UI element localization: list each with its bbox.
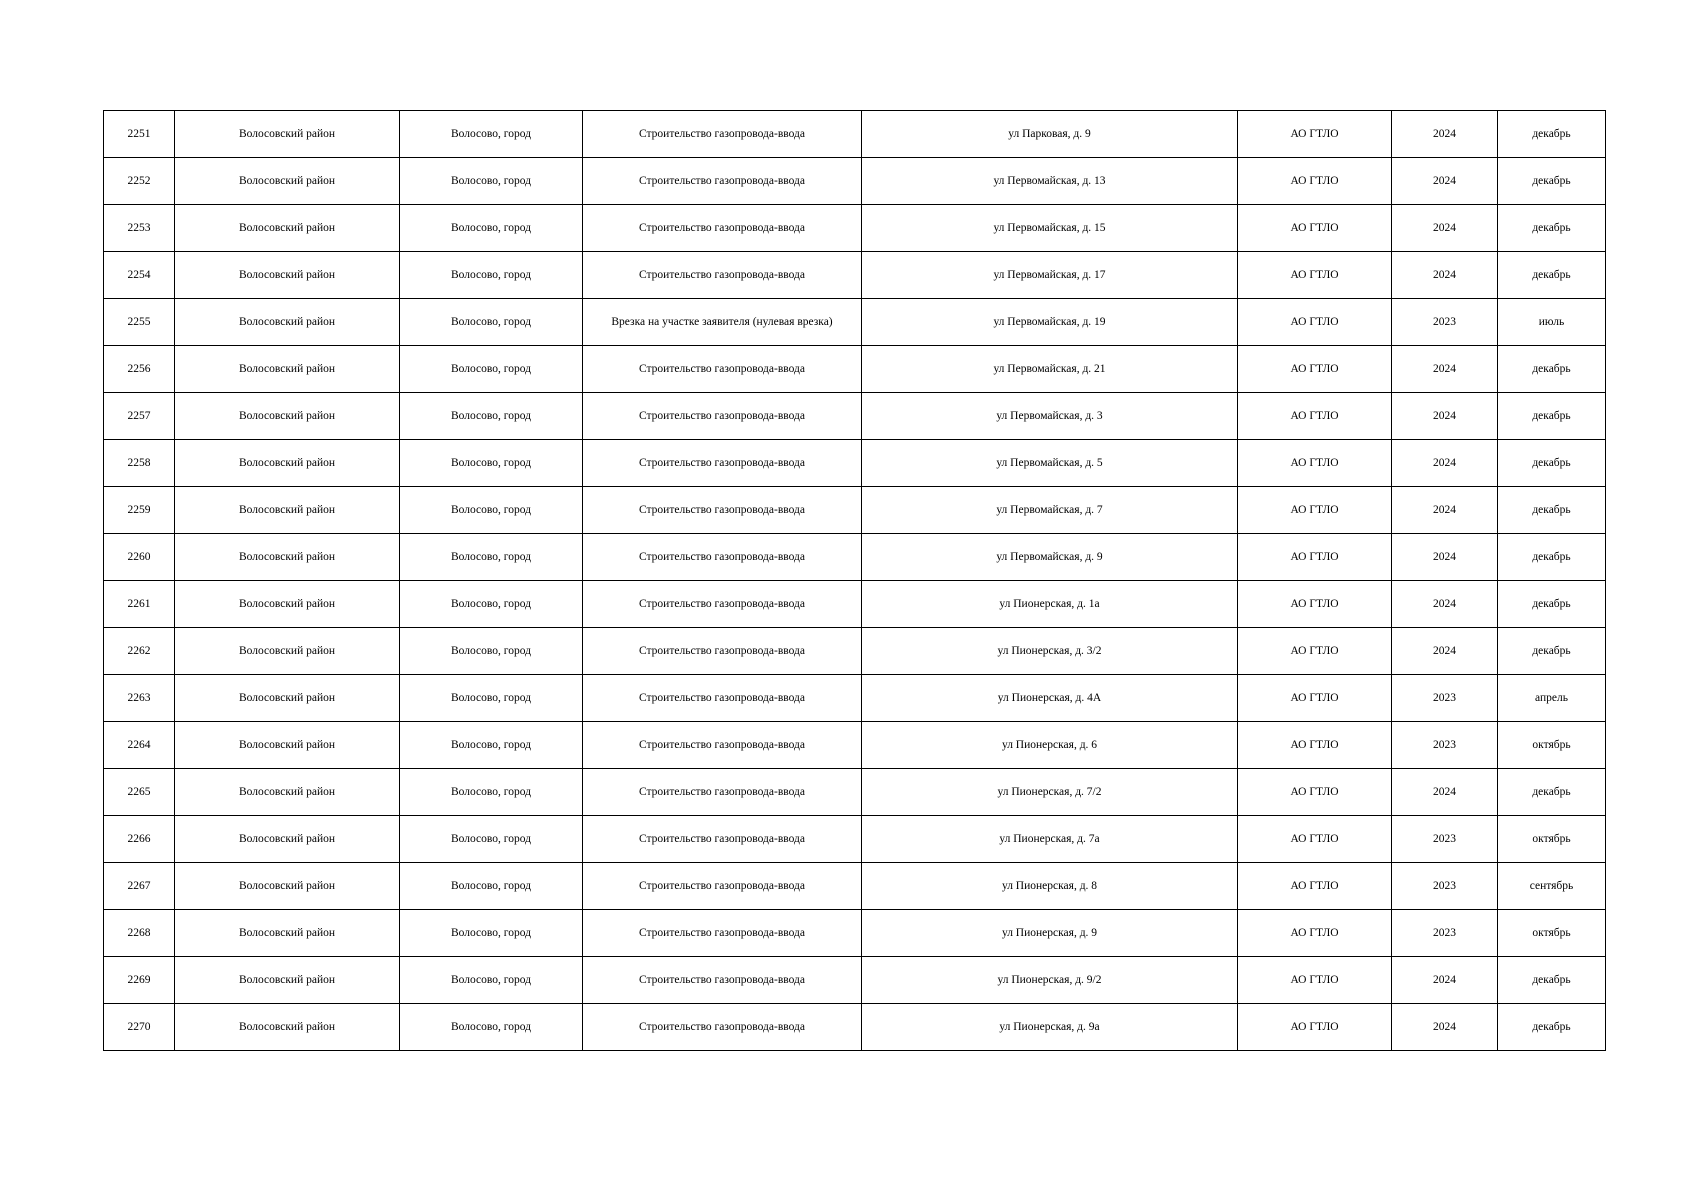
cell-locality: Волосово, город — [400, 628, 583, 675]
table-row — [104, 957, 1606, 1004]
cell-address: ул Первомайская, д. 3 — [862, 393, 1238, 440]
cell-locality: Волосово, город — [400, 722, 583, 769]
cell-organization: АО ГТЛО — [1238, 393, 1392, 440]
cell-locality: Волосово, город — [400, 299, 583, 346]
cell-row-number: 2252 — [104, 158, 175, 205]
cell-organization: АО ГТЛО — [1238, 440, 1392, 487]
cell-year: 2024 — [1392, 1004, 1498, 1051]
table-row — [104, 816, 1606, 863]
table-row — [104, 487, 1606, 534]
cell-month: июль — [1498, 299, 1606, 346]
cell-organization: АО ГТЛО — [1238, 252, 1392, 299]
table-row — [104, 158, 1606, 205]
table-body — [104, 111, 1606, 1051]
cell-district: Волосовский район — [175, 299, 400, 346]
cell-month: декабрь — [1498, 534, 1606, 581]
cell-year: 2023 — [1392, 675, 1498, 722]
cell-month: декабрь — [1498, 957, 1606, 1004]
cell-month: декабрь — [1498, 346, 1606, 393]
table-row — [104, 252, 1606, 299]
table-row — [104, 581, 1606, 628]
cell-organization: АО ГТЛО — [1238, 581, 1392, 628]
cell-address: ул Пионерская, д. 9/2 — [862, 957, 1238, 1004]
cell-row-number: 2268 — [104, 910, 175, 957]
cell-row-number: 2265 — [104, 769, 175, 816]
cell-organization: АО ГТЛО — [1238, 816, 1392, 863]
cell-work-type: Строительство газопровода-ввода — [583, 675, 862, 722]
cell-district: Волосовский район — [175, 769, 400, 816]
table-row — [104, 440, 1606, 487]
cell-organization: АО ГТЛО — [1238, 863, 1392, 910]
cell-district: Волосовский район — [175, 675, 400, 722]
cell-locality: Волосово, город — [400, 581, 583, 628]
cell-locality: Волосово, город — [400, 675, 583, 722]
cell-month: сентябрь — [1498, 863, 1606, 910]
table-row — [104, 346, 1606, 393]
cell-organization: АО ГТЛО — [1238, 205, 1392, 252]
cell-work-type: Строительство газопровода-ввода — [583, 581, 862, 628]
cell-locality: Волосово, город — [400, 957, 583, 1004]
cell-district: Волосовский район — [175, 346, 400, 393]
cell-row-number: 2263 — [104, 675, 175, 722]
cell-year: 2024 — [1392, 440, 1498, 487]
cell-work-type: Строительство газопровода-ввода — [583, 628, 862, 675]
cell-organization: АО ГТЛО — [1238, 346, 1392, 393]
cell-district: Волосовский район — [175, 487, 400, 534]
table-row — [104, 675, 1606, 722]
cell-organization: АО ГТЛО — [1238, 769, 1392, 816]
cell-row-number: 2270 — [104, 1004, 175, 1051]
cell-work-type: Строительство газопровода-ввода — [583, 534, 862, 581]
cell-year: 2024 — [1392, 252, 1498, 299]
cell-address: ул Первомайская, д. 21 — [862, 346, 1238, 393]
cell-row-number: 2260 — [104, 534, 175, 581]
cell-district: Волосовский район — [175, 393, 400, 440]
table-row — [104, 534, 1606, 581]
cell-address: ул Пионерская, д. 3/2 — [862, 628, 1238, 675]
cell-district: Волосовский район — [175, 628, 400, 675]
cell-district: Волосовский район — [175, 440, 400, 487]
cell-work-type: Строительство газопровода-ввода — [583, 346, 862, 393]
cell-row-number: 2269 — [104, 957, 175, 1004]
cell-year: 2024 — [1392, 957, 1498, 1004]
cell-organization: АО ГТЛО — [1238, 957, 1392, 1004]
cell-year: 2023 — [1392, 722, 1498, 769]
cell-row-number: 2256 — [104, 346, 175, 393]
cell-address: ул Первомайская, д. 9 — [862, 534, 1238, 581]
cell-year: 2024 — [1392, 628, 1498, 675]
cell-locality: Волосово, город — [400, 816, 583, 863]
cell-locality: Волосово, город — [400, 863, 583, 910]
cell-work-type: Строительство газопровода-ввода — [583, 769, 862, 816]
table-row — [104, 111, 1606, 158]
cell-organization: АО ГТЛО — [1238, 722, 1392, 769]
cell-row-number: 2255 — [104, 299, 175, 346]
cell-work-type: Строительство газопровода-ввода — [583, 863, 862, 910]
cell-month: декабрь — [1498, 1004, 1606, 1051]
cell-address: ул Первомайская, д. 17 — [862, 252, 1238, 299]
cell-organization: АО ГТЛО — [1238, 1004, 1392, 1051]
cell-address: ул Пионерская, д. 1а — [862, 581, 1238, 628]
cell-year: 2024 — [1392, 487, 1498, 534]
cell-address: ул Пионерская, д. 9 — [862, 910, 1238, 957]
cell-address: ул Первомайская, д. 5 — [862, 440, 1238, 487]
cell-locality: Волосово, город — [400, 252, 583, 299]
table-row — [104, 722, 1606, 769]
cell-organization: АО ГТЛО — [1238, 111, 1392, 158]
cell-row-number: 2257 — [104, 393, 175, 440]
cell-address: ул Пионерская, д. 9а — [862, 1004, 1238, 1051]
cell-address: ул Первомайская, д. 15 — [862, 205, 1238, 252]
cell-month: декабрь — [1498, 205, 1606, 252]
table-row — [104, 628, 1606, 675]
table-row — [104, 393, 1606, 440]
cell-month: декабрь — [1498, 158, 1606, 205]
cell-district: Волосовский район — [175, 1004, 400, 1051]
cell-organization: АО ГТЛО — [1238, 628, 1392, 675]
cell-row-number: 2258 — [104, 440, 175, 487]
cell-address: ул Парковая, д. 9 — [862, 111, 1238, 158]
cell-row-number: 2251 — [104, 111, 175, 158]
cell-year: 2024 — [1392, 346, 1498, 393]
cell-row-number: 2254 — [104, 252, 175, 299]
cell-locality: Волосово, город — [400, 910, 583, 957]
cell-district: Волосовский район — [175, 534, 400, 581]
cell-organization: АО ГТЛО — [1238, 299, 1392, 346]
cell-month: декабрь — [1498, 393, 1606, 440]
cell-address: ул Первомайская, д. 19 — [862, 299, 1238, 346]
cell-month: декабрь — [1498, 769, 1606, 816]
cell-organization: АО ГТЛО — [1238, 675, 1392, 722]
cell-locality: Волосово, город — [400, 440, 583, 487]
cell-year: 2024 — [1392, 111, 1498, 158]
cell-district: Волосовский район — [175, 722, 400, 769]
table-row — [104, 1004, 1606, 1051]
cell-year: 2023 — [1392, 816, 1498, 863]
cell-organization: АО ГТЛО — [1238, 487, 1392, 534]
cell-work-type: Строительство газопровода-ввода — [583, 440, 862, 487]
table-row — [104, 205, 1606, 252]
cell-year: 2023 — [1392, 910, 1498, 957]
cell-year: 2024 — [1392, 581, 1498, 628]
cell-address: ул Пионерская, д. 6 — [862, 722, 1238, 769]
cell-district: Волосовский район — [175, 581, 400, 628]
cell-work-type: Врезка на участке заявителя (нулевая врезка) — [583, 299, 862, 346]
cell-district: Волосовский район — [175, 910, 400, 957]
cell-month: декабрь — [1498, 581, 1606, 628]
table-row — [104, 299, 1606, 346]
cell-work-type: Строительство газопровода-ввода — [583, 487, 862, 534]
cell-row-number: 2267 — [104, 863, 175, 910]
cell-work-type: Строительство газопровода-ввода — [583, 957, 862, 1004]
cell-row-number: 2253 — [104, 205, 175, 252]
cell-district: Волосовский район — [175, 863, 400, 910]
cell-work-type: Строительство газопровода-ввода — [583, 1004, 862, 1051]
cell-locality: Волосово, город — [400, 158, 583, 205]
cell-row-number: 2261 — [104, 581, 175, 628]
table-row — [104, 769, 1606, 816]
cell-row-number: 2262 — [104, 628, 175, 675]
cell-address: ул Первомайская, д. 7 — [862, 487, 1238, 534]
cell-month: октябрь — [1498, 722, 1606, 769]
cell-locality: Волосово, город — [400, 111, 583, 158]
cell-work-type: Строительство газопровода-ввода — [583, 393, 862, 440]
cell-district: Волосовский район — [175, 111, 400, 158]
cell-organization: АО ГТЛО — [1238, 158, 1392, 205]
cell-work-type: Строительство газопровода-ввода — [583, 816, 862, 863]
cell-locality: Волосово, город — [400, 769, 583, 816]
cell-month: декабрь — [1498, 440, 1606, 487]
cell-year: 2024 — [1392, 393, 1498, 440]
cell-row-number: 2264 — [104, 722, 175, 769]
cell-organization: АО ГТЛО — [1238, 910, 1392, 957]
cell-address: ул Пионерская, д. 8 — [862, 863, 1238, 910]
cell-address: ул Первомайская, д. 13 — [862, 158, 1238, 205]
table-row — [104, 910, 1606, 957]
cell-month: декабрь — [1498, 111, 1606, 158]
cell-district: Волосовский район — [175, 158, 400, 205]
cell-district: Волосовский район — [175, 816, 400, 863]
cell-locality: Волосово, город — [400, 1004, 583, 1051]
cell-month: декабрь — [1498, 487, 1606, 534]
cell-year: 2024 — [1392, 158, 1498, 205]
cell-address: ул Пионерская, д. 4А — [862, 675, 1238, 722]
cell-month: апрель — [1498, 675, 1606, 722]
cell-work-type: Строительство газопровода-ввода — [583, 205, 862, 252]
cell-row-number: 2259 — [104, 487, 175, 534]
cell-locality: Волосово, город — [400, 346, 583, 393]
cell-work-type: Строительство газопровода-ввода — [583, 252, 862, 299]
cell-locality: Волосово, город — [400, 487, 583, 534]
cell-month: октябрь — [1498, 816, 1606, 863]
cell-organization: АО ГТЛО — [1238, 534, 1392, 581]
cell-district: Волосовский район — [175, 957, 400, 1004]
gasification-table — [103, 110, 1606, 1051]
cell-district: Волосовский район — [175, 205, 400, 252]
cell-address: ул Пионерская, д. 7а — [862, 816, 1238, 863]
cell-year: 2023 — [1392, 863, 1498, 910]
cell-year: 2024 — [1392, 769, 1498, 816]
cell-year: 2024 — [1392, 205, 1498, 252]
cell-address: ул Пионерская, д. 7/2 — [862, 769, 1238, 816]
cell-work-type: Строительство газопровода-ввода — [583, 910, 862, 957]
cell-district: Волосовский район — [175, 252, 400, 299]
cell-work-type: Строительство газопровода-ввода — [583, 158, 862, 205]
cell-locality: Волосово, город — [400, 393, 583, 440]
cell-work-type: Строительство газопровода-ввода — [583, 722, 862, 769]
cell-locality: Волосово, город — [400, 534, 583, 581]
cell-year: 2024 — [1392, 534, 1498, 581]
cell-month: декабрь — [1498, 252, 1606, 299]
cell-row-number: 2266 — [104, 816, 175, 863]
cell-locality: Волосово, город — [400, 205, 583, 252]
table-row — [104, 863, 1606, 910]
cell-month: октябрь — [1498, 910, 1606, 957]
cell-month: декабрь — [1498, 628, 1606, 675]
cell-year: 2023 — [1392, 299, 1498, 346]
cell-work-type: Строительство газопровода-ввода — [583, 111, 862, 158]
